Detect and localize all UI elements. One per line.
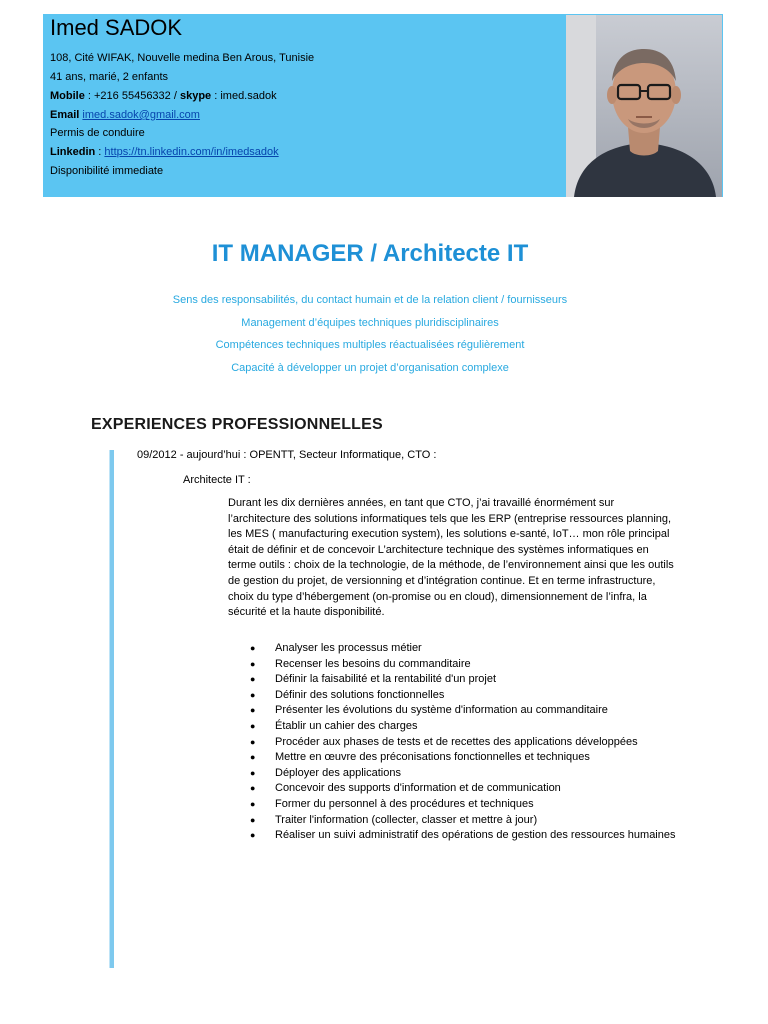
list-item <box>228 813 676 829</box>
section-title-experience: EXPERIENCES PROFESSIONNELLES <box>91 416 383 433</box>
task-text: Définir des solutions fonctionnelles <box>275 688 445 701</box>
task-text: Réaliser un suivi administratif des opérations de gestion des ressources humaines <box>275 829 676 842</box>
tagline-2: Management d’équipes techniques pluridisciplinaires <box>241 317 499 329</box>
task-text: Former du personnel à des procédures et techniques <box>275 797 534 810</box>
age-family: 41 ans, marié, 2 enfants <box>50 71 169 83</box>
linkedin-label: Linkedin <box>50 146 96 158</box>
bullet-icon: ● <box>250 736 256 747</box>
task-text: Mettre en œuvre des préconisations fonctionnelles et techniques <box>275 751 590 764</box>
linkedin-link[interactable]: https://tn.linkedin.com/in/imedsadok <box>104 146 279 158</box>
driving-license: Permis de conduire <box>50 127 145 139</box>
bullet-icon: ● <box>250 767 256 778</box>
tagline-4: Capacité à développer un projet d’organisation complexe <box>231 362 509 374</box>
task-text: Concevoir des supports d'information et de communication <box>275 782 561 795</box>
mobile-label: Mobile <box>50 90 85 102</box>
email-link[interactable]: imed.sadok@gmail.com <box>82 109 200 121</box>
task-text: Définir la faisabilité et la rentabilité d'un projet <box>275 673 496 686</box>
bullet-icon: ● <box>250 658 256 669</box>
skype-label: skype <box>179 90 212 102</box>
task-text: Recenser les besoins du commanditaire <box>275 657 471 670</box>
bullet-icon: ● <box>250 674 256 685</box>
bullet-icon: ● <box>250 720 256 731</box>
task-list <box>228 641 676 844</box>
list-item <box>228 672 676 688</box>
task-text: Traiter l'information (collecter, classer et mettre à jour) <box>275 813 538 826</box>
bullet-icon: ● <box>250 830 256 841</box>
list-item <box>228 657 676 673</box>
bullet-icon: ● <box>250 643 256 653</box>
job-role: Architecte IT : <box>183 474 251 486</box>
bullet-icon: ● <box>250 752 256 763</box>
task-text: Présenter les évolutions du système d'information au commanditaire <box>275 704 608 717</box>
list-item <box>228 750 676 766</box>
availability: Disponibilité immediate <box>50 165 164 177</box>
timeline-bar <box>109 450 114 968</box>
list-item <box>228 766 676 782</box>
bullet-icon: ● <box>250 783 256 794</box>
address: 108, Cité WIFAK, Nouvelle medina Ben Arous, Tunisie <box>50 52 315 64</box>
bullet-icon: ● <box>250 798 256 809</box>
list-item <box>228 703 676 719</box>
email-line <box>50 108 200 122</box>
tagline-1: Sens des responsabilités, du contact humain et de la relation client / fournisseurs <box>172 294 568 306</box>
mobile-value: : +216 55456332 / <box>84 90 180 102</box>
job-title: IT MANAGER / Architecte IT <box>211 240 529 267</box>
candidate-name: Imed SADOK <box>50 15 183 40</box>
bullet-icon: ● <box>250 814 256 825</box>
bullet-icon: ● <box>250 689 256 700</box>
list-item <box>228 688 676 704</box>
task-text: Établir un cahier des charges <box>275 719 418 732</box>
profile-photo <box>566 15 722 197</box>
list-item <box>228 641 676 657</box>
task-text: Déployer des applications <box>275 766 401 779</box>
linkedin-line <box>50 145 279 159</box>
list-item <box>228 828 676 844</box>
bullet-icon: ● <box>250 705 256 716</box>
header-banner <box>43 14 723 197</box>
list-item <box>228 797 676 813</box>
job-description: Durant les dix dernières années, en tant que CTO, j’ai travaillé énormément sur l’architecture des solutions informatiques tels que les ERP (entreprise ressources planning, les MES ( manufacturing execution system), les solutions e-santé, IoT… mon rôle principal était de définir et de concevoir L’architecture technique des systèmes informatiques en terme outils : choix de la technologie, de la méthode, de l’environnement ainsi que les outils de gestion du projet, de versionning et d’intégration continue. Et en terme infrastructure, choix du type d’hébergement (on-promise ou en cloud), dimensionnement de l’infra, la sécurité et la haute disponibilité. <box>228 497 674 619</box>
list-item <box>228 735 676 751</box>
phone-skype-line <box>50 89 277 103</box>
linkedin-separator: : <box>95 146 105 158</box>
email-label: Email <box>50 109 80 121</box>
task-text: Procéder aux phases de tests et de recettes des applications développées <box>275 735 638 748</box>
tagline-3: Compétences techniques multiples réactualisées régulièrement <box>215 339 525 351</box>
job-entry-heading: 09/2012 - aujourd’hui : OPENTT, Secteur Informatique, CTO : <box>137 449 437 461</box>
list-item <box>228 781 676 797</box>
skype-value: : imed.sadok <box>211 90 277 102</box>
task-text: Analyser les processus métier <box>275 642 422 654</box>
list-item <box>228 719 676 735</box>
